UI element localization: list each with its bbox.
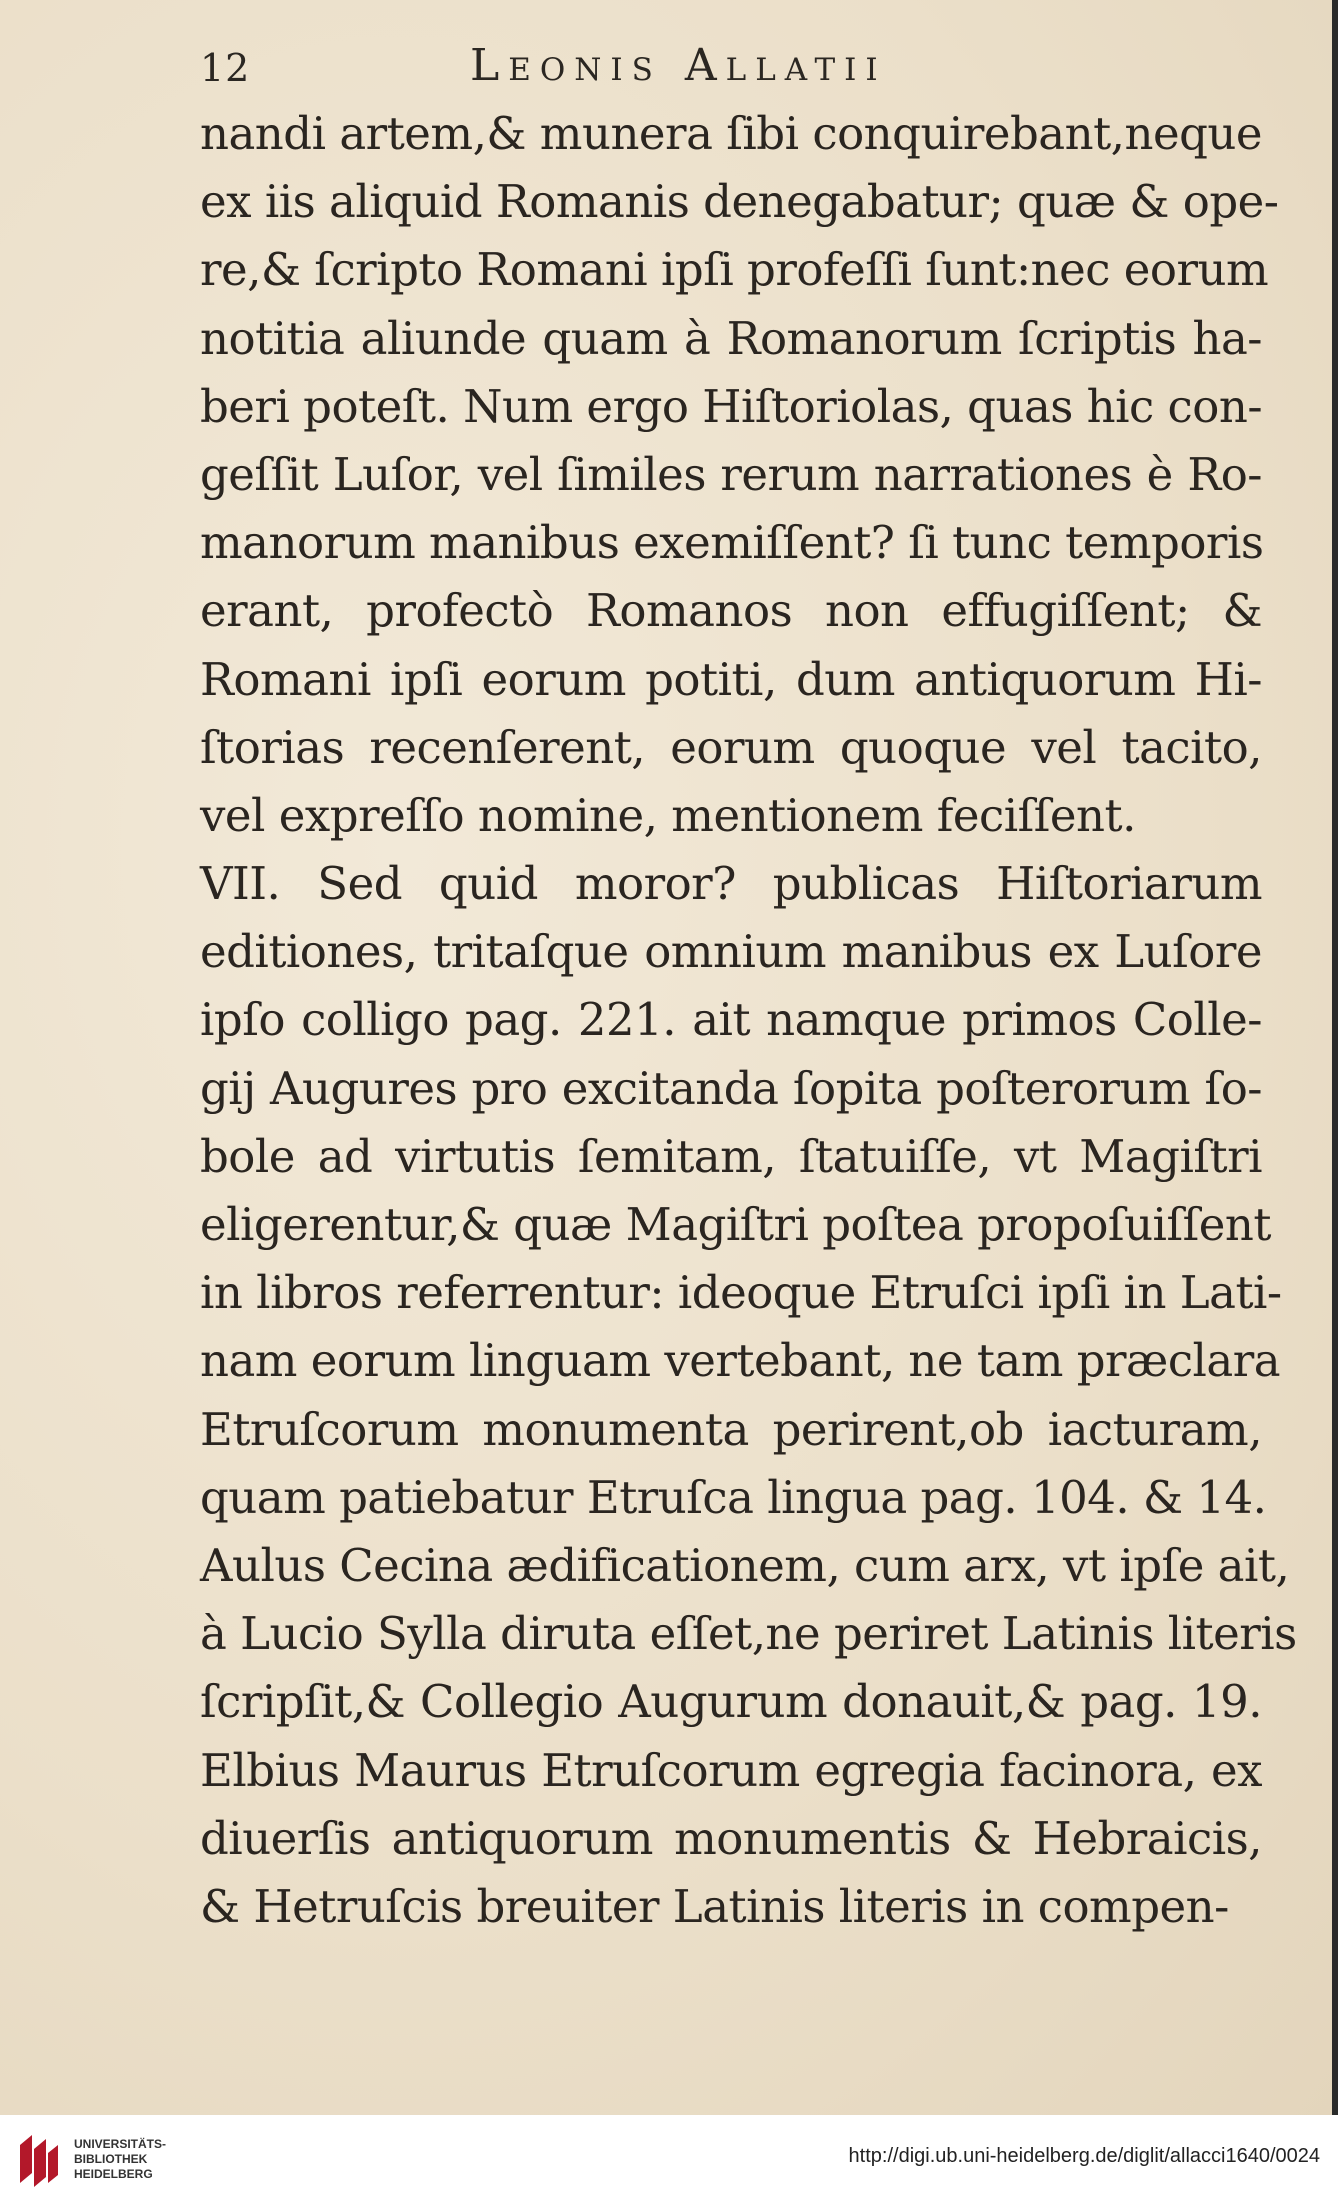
footer	[0, 2115, 1338, 2207]
text-line: bole ad virtutis ſemitam, ſtatuiſſe, vt Magiſtri	[200, 1129, 1262, 1183]
text-line: vel expreſſo nomine, mentionem feciſſent.	[200, 788, 1136, 842]
text-line: diuerſis antiquorum monumentis & Hebraicis,	[200, 1811, 1262, 1865]
text-line: quam patiebatur Etruſca lingua pag. 104. & 14.	[200, 1470, 1267, 1524]
text-line: nandi artem,& munera ſibi conquirebant,neque	[200, 107, 1262, 160]
text-line: eligerentur,& quæ Magiſtri poſtea propoſuiſſent	[200, 1198, 1271, 1251]
text-line: notitia aliunde quam à Romanorum ſcriptis ha-	[200, 311, 1262, 365]
text-line: beri poteſt. Num ergo Hiſtoriolas, quas hic con-	[200, 379, 1263, 433]
body-text	[200, 100, 1297, 1941]
text-line: Romani ipſi eorum potiti, dum antiquorum Hi-	[200, 652, 1262, 706]
text-line: gij Augures pro excitanda ſopita poſterorum ſo-	[200, 1061, 1262, 1115]
text-line: editiones, tritaſque omnium manibus ex Luſore	[200, 925, 1262, 979]
library-logo-icon	[16, 2131, 62, 2191]
text-line: in libros referrentur: ideoque Etruſci ipſi in Lati-	[200, 1266, 1282, 1320]
text-line: & Hetruſcis breuiter Latinis literis in compen-	[200, 1879, 1229, 1933]
running-head: Leonis Allatii	[470, 40, 887, 91]
text-line: geſſit Luſor, vel ſimiles rerum narrationes è Ro-	[200, 447, 1262, 501]
source-url-link[interactable]: http://digi.ub.uni-heidelberg.de/diglit/allacci1640/0024	[848, 2145, 1320, 2167]
library-name	[74, 2137, 166, 2182]
text-line: ex iis aliquid Romanis denegabatur; quæ & ope-	[200, 175, 1279, 229]
text-line: ſtorias recenſerent, eorum quoque vel tacito,	[200, 720, 1262, 774]
library-line: BIBLIOTHEK	[74, 2152, 148, 2166]
text-line: VII. Sed quid moror? publicas Hiſtoriarum	[200, 857, 1262, 911]
text-line: ipſo colligo pag. 221. ait namque primos Colle-	[200, 993, 1262, 1047]
text-line: re,& ſcripto Romani ipſi profeſſi ſunt:nec eorum	[200, 243, 1269, 297]
page-edge	[1332, 0, 1338, 2115]
text-line: erant, profectò Romanos non effugiſſent; &	[200, 584, 1262, 638]
text-line: manorum manibus exemiſſent? ſi tunc temporis	[200, 516, 1264, 570]
text-line: Aulus Cecina ædificationem, cum arx, vt ipſe ait,	[200, 1538, 1290, 1592]
page-number: 12	[200, 46, 251, 90]
page-header	[200, 40, 1260, 100]
text-line: Elbius Maurus Etruſcorum egregia facinora, ex	[200, 1743, 1262, 1797]
text-line: nam eorum linguam vertebant, ne tam præclara	[200, 1334, 1281, 1388]
library-line: UNIVERSITÄTS-	[74, 2137, 167, 2151]
text-line: ſcripſit,& Collegio Augurum donauit,& pag. 19.	[200, 1675, 1262, 1729]
library-line: HEIDELBERG	[74, 2167, 153, 2181]
text-line: Etruſcorum monumenta perirent,ob iacturam,	[200, 1402, 1262, 1456]
text-line: à Lucio Sylla diruta eſſet,ne periret Latinis literis	[200, 1607, 1297, 1661]
